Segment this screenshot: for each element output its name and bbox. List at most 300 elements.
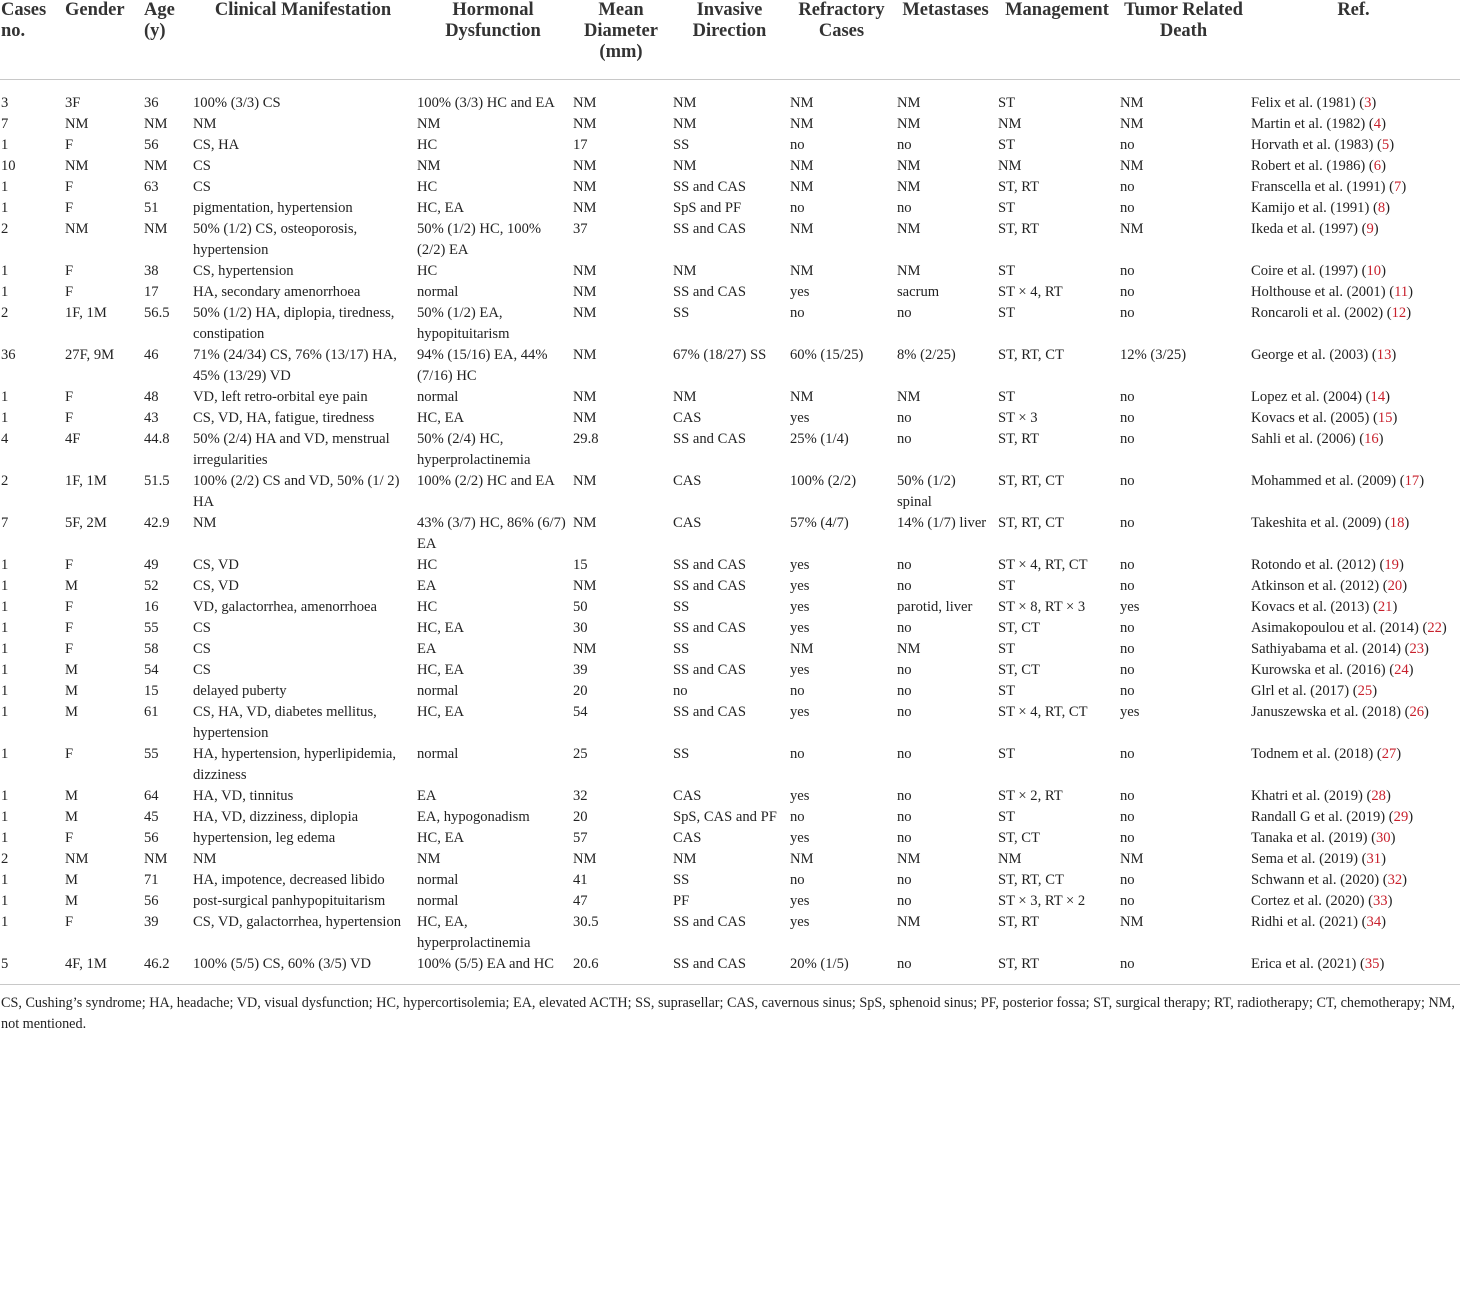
ref-text: Felix et al. (1981) ( — [1251, 94, 1365, 111]
management-cell: ST, RT — [998, 178, 1040, 195]
invasive-cell: SS — [673, 871, 690, 888]
ref-text: Kamijo et al. (1991) ( — [1251, 199, 1378, 216]
cases-cell: 2 — [1, 220, 9, 237]
ref-cell — [1251, 702, 1460, 744]
ref-number-link[interactable]: 20 — [1387, 577, 1403, 594]
table-row — [0, 702, 1460, 744]
clinical-cell: 100% (5/5) CS, 60% (3/5) VD — [193, 955, 372, 972]
diameter-cell: NM — [573, 388, 597, 405]
metastases-cell: NM — [897, 262, 921, 279]
ref-text: Rotondo et al. (2012) ( — [1251, 556, 1385, 573]
age-cell: 56 — [144, 892, 159, 909]
ref-text: Schwann et al. (2020) ( — [1251, 871, 1388, 888]
ref-number-link[interactable]: 15 — [1377, 409, 1393, 426]
ref-cell — [1251, 387, 1460, 408]
management-cell: ST, RT, CT — [998, 346, 1064, 363]
clinical-cell: pigmentation, hypertension — [193, 199, 353, 216]
age-cell: 56 — [144, 136, 159, 153]
cases-cell: 1 — [1, 283, 9, 300]
death-cell: NM — [1120, 913, 1144, 930]
ref-text-end: ) — [1381, 913, 1386, 930]
cases-cell: 1 — [1, 577, 9, 594]
ref-number-link[interactable]: 7 — [1394, 178, 1402, 195]
diameter-cell: NM — [573, 472, 597, 489]
table-body — [0, 79, 1460, 975]
clinical-cell: HA, VD, tinnitus — [193, 787, 294, 804]
table-row — [0, 387, 1460, 408]
clinical-cell: HA, hypertension, hyperlipidemia, dizziness — [193, 745, 397, 783]
diameter-cell: 39 — [573, 661, 588, 678]
hormonal-cell: 94% (15/16) EA, 44% (7/16) HC — [417, 346, 548, 384]
ref-text-end: ) — [1408, 661, 1414, 678]
management-cell: ST × 3 — [998, 409, 1038, 426]
death-cell: no — [1120, 892, 1135, 909]
refractory-cell: no — [790, 199, 805, 216]
age-cell: 64 — [144, 787, 159, 804]
gender-cell: F — [65, 136, 74, 153]
ref-number-link[interactable]: 12 — [1391, 304, 1407, 321]
header-cases: Cases no. — [1, 0, 47, 41]
hormonal-cell: EA, hypogonadism — [417, 808, 530, 825]
clinical-cell: VD, galactorrhea, amenorrhoea — [193, 598, 377, 615]
metastases-cell: 50% (1/2) spinal — [897, 472, 956, 510]
invasive-cell: SS and CAS — [673, 913, 746, 930]
cases-cell: 7 — [1, 514, 9, 531]
ref-text-end: ) — [1392, 409, 1398, 426]
ref-number-link[interactable]: 8 — [1377, 199, 1386, 216]
death-cell: no — [1120, 619, 1135, 636]
refractory-cell: yes — [790, 913, 810, 930]
ref-text: Martin et al. (1982) ( — [1251, 115, 1374, 132]
ref-number-link[interactable]: 31 — [1366, 850, 1382, 867]
ref-number-link[interactable]: 14 — [1370, 388, 1386, 405]
ref-number-link[interactable]: 29 — [1393, 808, 1409, 825]
management-cell: ST, RT — [998, 913, 1040, 930]
diameter-cell: 54 — [573, 703, 588, 720]
diameter-cell: 30 — [573, 619, 588, 636]
invasive-cell: SS — [673, 598, 690, 615]
diameter-cell: NM — [573, 157, 597, 174]
age-cell: 58 — [144, 640, 159, 657]
refractory-cell: no — [790, 682, 805, 699]
gender-cell: F — [65, 178, 74, 195]
ref-text-end: ) — [1378, 430, 1384, 447]
hormonal-cell: 100% (5/5) EA and HC — [417, 955, 555, 972]
clinical-cell: NM — [193, 850, 217, 867]
death-cell: yes — [1120, 598, 1140, 615]
diameter-cell: 57 — [573, 829, 588, 846]
age-cell: 52 — [144, 577, 159, 594]
metastases-cell: sacrum — [897, 283, 940, 300]
refractory-cell: 100% (2/2) — [790, 472, 857, 489]
clinical-cell: 50% (1/2) CS, osteoporosis, hypertension — [193, 220, 358, 258]
invasive-cell: SS and CAS — [673, 178, 746, 195]
age-cell: 46.2 — [144, 955, 170, 972]
hormonal-cell: NM — [417, 115, 441, 132]
ref-cell — [1251, 282, 1460, 303]
gender-cell: M — [65, 682, 78, 699]
diameter-cell: 37 — [573, 220, 588, 237]
hormonal-cell: EA — [417, 640, 437, 657]
ref-text-end: ) — [1408, 283, 1414, 300]
ref-number-link[interactable]: 21 — [1377, 598, 1393, 615]
diameter-cell: NM — [573, 283, 597, 300]
hormonal-cell: HC, EA — [417, 829, 465, 846]
header-age: Age (y) — [144, 0, 175, 41]
diameter-cell: 20 — [573, 682, 588, 699]
clinical-cell: CS — [193, 619, 211, 636]
ref-text: Holthouse et al. (2001) ( — [1251, 283, 1395, 300]
metastases-cell: no — [897, 808, 912, 825]
metastases-cell: no — [897, 619, 912, 636]
ref-cell — [1251, 618, 1460, 639]
ref-text-end: ) — [1371, 94, 1377, 111]
ref-text: Coire et al. (1997) ( — [1251, 262, 1367, 279]
ref-text: Ridhi et al. (2021) ( — [1251, 913, 1367, 930]
invasive-cell: NM — [673, 388, 697, 405]
clinical-cell: 100% (2/2) CS and VD, 50% (1/ 2) HA — [193, 472, 400, 510]
cases-cell: 1 — [1, 829, 9, 846]
refractory-cell: yes — [790, 577, 810, 594]
gender-cell: F — [65, 409, 74, 426]
ref-text: Asimakopoulou et al. (2014) ( — [1251, 619, 1428, 636]
clinical-cell: CS, VD — [193, 577, 239, 594]
hormonal-cell: NM — [417, 850, 441, 867]
ref-number-link[interactable]: 34 — [1366, 913, 1382, 930]
death-cell: no — [1120, 409, 1135, 426]
cases-cell: 1 — [1, 136, 9, 153]
ref-number-link[interactable]: 23 — [1409, 640, 1425, 657]
refractory-cell: no — [790, 136, 805, 153]
invasive-cell: CAS — [673, 472, 702, 489]
ref-number-link[interactable]: 13 — [1376, 346, 1392, 363]
ref-number-link[interactable]: 9 — [1366, 220, 1374, 237]
ref-text-end: ) — [1381, 850, 1386, 867]
ref-text: Kurowska et al. (2016) ( — [1251, 661, 1395, 678]
cases-cell: 2 — [1, 850, 9, 867]
death-cell: no — [1120, 283, 1135, 300]
management-cell: ST — [998, 199, 1016, 216]
ref-text-end: ) — [1402, 871, 1408, 888]
death-cell: no — [1120, 514, 1135, 531]
gender-cell: M — [65, 892, 78, 909]
metastases-cell: no — [897, 661, 912, 678]
metastases-cell: NM — [897, 115, 921, 132]
ref-number-link[interactable]: 3 — [1364, 94, 1372, 111]
age-cell: 54 — [144, 661, 159, 678]
management-cell: NM — [998, 157, 1022, 174]
cases-cell: 1 — [1, 913, 9, 930]
cases-cell: 7 — [1, 115, 9, 132]
metastases-cell: no — [897, 199, 912, 216]
hormonal-cell: HC — [417, 178, 438, 195]
hormonal-cell: HC, EA — [417, 661, 465, 678]
ref-number-link[interactable]: 6 — [1373, 157, 1382, 174]
ref-text-end: ) — [1372, 682, 1378, 699]
hormonal-cell: 43% (3/7) HC, 86% (6/7) EA — [417, 514, 566, 552]
age-cell: 44.8 — [144, 430, 170, 447]
refractory-cell: yes — [790, 283, 810, 300]
management-cell: ST, RT — [998, 430, 1040, 447]
metastases-cell: no — [897, 829, 912, 846]
ref-number-link[interactable]: 10 — [1366, 262, 1382, 279]
hormonal-cell: HC, EA — [417, 409, 465, 426]
invasive-cell: SS — [673, 136, 690, 153]
ref-text: Ikeda et al. (1997) ( — [1251, 220, 1367, 237]
gender-cell: M — [65, 808, 78, 825]
gender-cell: M — [65, 871, 78, 888]
death-cell: NM — [1120, 220, 1144, 237]
diameter-cell: 41 — [573, 871, 588, 888]
management-cell: ST — [998, 682, 1016, 699]
ref-cell — [1251, 744, 1460, 786]
refractory-cell: NM — [790, 157, 814, 174]
age-cell: NM — [144, 115, 168, 132]
ref-text: Sema et al. (2019) ( — [1251, 850, 1367, 867]
clinical-cell: CS, HA, VD, diabetes mellitus, hypertension — [193, 703, 377, 741]
ref-text-end: ) — [1381, 157, 1386, 174]
age-cell: NM — [144, 220, 168, 237]
hormonal-cell: HC, EA, hyperprolactinemia — [417, 913, 531, 951]
ref-text-end: ) — [1396, 745, 1402, 762]
age-cell: 51.5 — [144, 472, 170, 489]
ref-text-end: ) — [1408, 808, 1414, 825]
ref-text: Glrl et al. (2017) ( — [1251, 682, 1358, 699]
invasive-cell: NM — [673, 94, 697, 111]
ref-number-link[interactable]: 4 — [1373, 115, 1382, 132]
management-cell: ST, CT — [998, 619, 1040, 636]
invasive-cell: SS — [673, 640, 690, 657]
age-cell: 48 — [144, 388, 159, 405]
ref-text-end: ) — [1441, 619, 1447, 636]
invasive-cell: CAS — [673, 409, 702, 426]
ref-text-end: ) — [1392, 598, 1398, 615]
table-row — [0, 618, 1460, 639]
ref-number-link[interactable]: 35 — [1364, 955, 1380, 972]
cases-cell: 1 — [1, 598, 9, 615]
ref-cell — [1251, 597, 1460, 618]
management-cell: ST — [998, 388, 1016, 405]
refractory-cell: 60% (15/25) — [790, 346, 864, 363]
diameter-cell: NM — [573, 577, 597, 594]
metastases-cell: no — [897, 745, 912, 762]
ref-number-link[interactable]: 24 — [1394, 661, 1409, 678]
age-cell: 17 — [144, 283, 159, 300]
clinical-cell: HA, impotence, decreased libido — [193, 871, 385, 888]
metastases-cell: no — [897, 577, 912, 594]
ref-number-link[interactable]: 33 — [1372, 892, 1388, 909]
ref-number-link[interactable]: 19 — [1384, 556, 1399, 573]
ref-text: Mohammed et al. (2009) ( — [1251, 472, 1405, 489]
ref-text: Horvath et al. (1983) ( — [1251, 136, 1382, 153]
age-cell: 16 — [144, 598, 159, 615]
refractory-cell: yes — [790, 787, 810, 804]
table-row — [0, 219, 1460, 261]
ref-cell — [1251, 261, 1460, 282]
ref-text-end: ) — [1385, 388, 1391, 405]
ref-number-link[interactable]: 16 — [1364, 430, 1379, 447]
death-cell: no — [1120, 556, 1135, 573]
invasive-cell: SS and CAS — [673, 577, 746, 594]
table-row — [0, 513, 1460, 555]
ref-number-link[interactable]: 25 — [1357, 682, 1373, 699]
ref-cell — [1251, 828, 1460, 849]
diameter-cell: 15 — [573, 556, 588, 573]
invasive-cell: NM — [673, 262, 697, 279]
ref-number-link[interactable]: 30 — [1376, 829, 1391, 846]
invasive-cell: SS and CAS — [673, 556, 746, 573]
cases-cell: 1 — [1, 388, 9, 405]
management-cell: ST × 4, RT — [998, 283, 1063, 300]
gender-cell: 4F, 1M — [65, 955, 107, 972]
clinical-cell: CS — [193, 640, 211, 657]
age-cell: 43 — [144, 409, 159, 426]
ref-cell — [1251, 345, 1460, 387]
metastases-cell: 8% (2/25) — [897, 346, 956, 363]
ref-cell — [1251, 660, 1460, 681]
age-cell: 61 — [144, 703, 159, 720]
age-cell: 56 — [144, 829, 159, 846]
cases-cell: 1 — [1, 892, 9, 909]
invasive-cell: CAS — [673, 514, 702, 531]
clinical-cell: CS — [193, 157, 211, 174]
ref-number-link[interactable]: 18 — [1389, 514, 1405, 531]
age-cell: NM — [144, 850, 168, 867]
age-cell: 51 — [144, 199, 159, 216]
death-cell: no — [1120, 808, 1135, 825]
cases-cell: 1 — [1, 682, 9, 699]
ref-cell — [1251, 429, 1460, 471]
hormonal-cell: HC — [417, 262, 438, 279]
gender-cell: 1F, 1M — [65, 472, 107, 489]
management-cell: ST, RT — [998, 220, 1040, 237]
gender-cell: 4F — [65, 430, 81, 447]
death-cell: no — [1120, 199, 1135, 216]
age-cell: 71 — [144, 871, 159, 888]
table-row — [0, 744, 1460, 786]
hormonal-cell: HC, EA — [417, 199, 465, 216]
refractory-cell: no — [790, 745, 805, 762]
ref-number-link[interactable]: 27 — [1381, 745, 1397, 762]
hormonal-cell: EA — [417, 787, 437, 804]
metastases-cell: no — [897, 955, 912, 972]
gender-cell: 5F, 2M — [65, 514, 107, 531]
ref-number-link[interactable]: 28 — [1371, 787, 1386, 804]
ref-number-link[interactable]: 5 — [1381, 136, 1390, 153]
cases-cell: 5 — [1, 955, 9, 972]
gender-cell: F — [65, 829, 74, 846]
hormonal-cell: 50% (1/2) HC, 100% (2/2) EA — [417, 220, 542, 258]
hormonal-cell: HC — [417, 556, 438, 573]
age-cell: 49 — [144, 556, 159, 573]
table-row — [0, 912, 1460, 954]
invasive-cell: SpS and PF — [673, 199, 742, 216]
ref-text-end: ) — [1424, 640, 1429, 657]
ref-cell — [1251, 912, 1460, 954]
gender-cell: NM — [65, 850, 89, 867]
diameter-cell: 29.8 — [573, 430, 599, 447]
ref-number-link[interactable]: 22 — [1427, 619, 1442, 636]
header-metastases: Metastases — [902, 0, 989, 20]
management-cell: ST × 2, RT — [998, 787, 1063, 804]
gender-cell: F — [65, 640, 74, 657]
table-row — [0, 828, 1460, 849]
cases-cell: 1 — [1, 787, 9, 804]
management-cell: ST × 4, RT, CT — [998, 556, 1088, 573]
ref-cell — [1251, 156, 1460, 177]
ref-cell — [1251, 681, 1460, 702]
diameter-cell: NM — [573, 409, 597, 426]
ref-cell — [1251, 198, 1460, 219]
table-row — [0, 555, 1460, 576]
ref-text-end: ) — [1424, 703, 1429, 720]
refractory-cell: yes — [790, 703, 810, 720]
ref-text-end: ) — [1381, 262, 1386, 279]
clinical-cell: post-surgical panhypopituitarism — [193, 892, 386, 909]
management-cell: ST — [998, 640, 1016, 657]
hormonal-cell: HC, EA — [417, 703, 465, 720]
ref-cell — [1251, 891, 1460, 912]
ref-number-link[interactable]: 17 — [1404, 472, 1420, 489]
metastases-cell: no — [897, 136, 912, 153]
management-cell: ST × 4, RT, CT — [998, 703, 1088, 720]
invasive-cell: SS and CAS — [673, 619, 746, 636]
ref-text: Lopez et al. (2004) ( — [1251, 388, 1371, 405]
hormonal-cell: NM — [417, 157, 441, 174]
refractory-cell: no — [790, 808, 805, 825]
cases-cell: 1 — [1, 661, 9, 678]
ref-text-end: ) — [1373, 220, 1379, 237]
clinical-cell: 50% (2/4) HA and VD, menstrual irregularities — [193, 430, 390, 468]
ref-number-link[interactable]: 11 — [1394, 283, 1409, 300]
clinical-cell: CS, VD — [193, 556, 239, 573]
management-cell: ST — [998, 94, 1016, 111]
clinical-cell: CS — [193, 661, 211, 678]
gender-cell: NM — [65, 220, 89, 237]
age-cell: 38 — [144, 262, 159, 279]
invasive-cell: SS and CAS — [673, 955, 746, 972]
ref-cell — [1251, 786, 1460, 807]
ref-text-end: ) — [1402, 577, 1408, 594]
age-cell: 46 — [144, 346, 159, 363]
hormonal-cell: normal — [417, 892, 459, 909]
death-cell: no — [1120, 787, 1135, 804]
cases-cell: 1 — [1, 808, 9, 825]
death-cell: no — [1120, 829, 1135, 846]
ref-cell — [1251, 114, 1460, 135]
refractory-cell: NM — [790, 94, 814, 111]
clinical-cell: HA, secondary amenorrhoea — [193, 283, 361, 300]
gender-cell: F — [65, 598, 74, 615]
ref-cell — [1251, 219, 1460, 261]
ref-number-link[interactable]: 32 — [1387, 871, 1403, 888]
gender-cell: F — [65, 556, 74, 573]
refractory-cell: yes — [790, 598, 810, 615]
management-cell: ST — [998, 808, 1016, 825]
ref-number-link[interactable]: 26 — [1409, 703, 1425, 720]
invasive-cell: SS and CAS — [673, 220, 746, 237]
management-cell: ST, RT, CT — [998, 871, 1064, 888]
gender-cell: M — [65, 661, 78, 678]
gender-cell: F — [65, 262, 74, 279]
age-cell: 39 — [144, 913, 159, 930]
table-row — [0, 597, 1460, 618]
ref-text-end: ) — [1419, 472, 1425, 489]
age-cell: 56.5 — [144, 304, 170, 321]
hormonal-cell: normal — [417, 871, 459, 888]
header-mean-diameter: Mean Diameter (mm) — [584, 0, 658, 62]
gender-cell: M — [65, 787, 78, 804]
